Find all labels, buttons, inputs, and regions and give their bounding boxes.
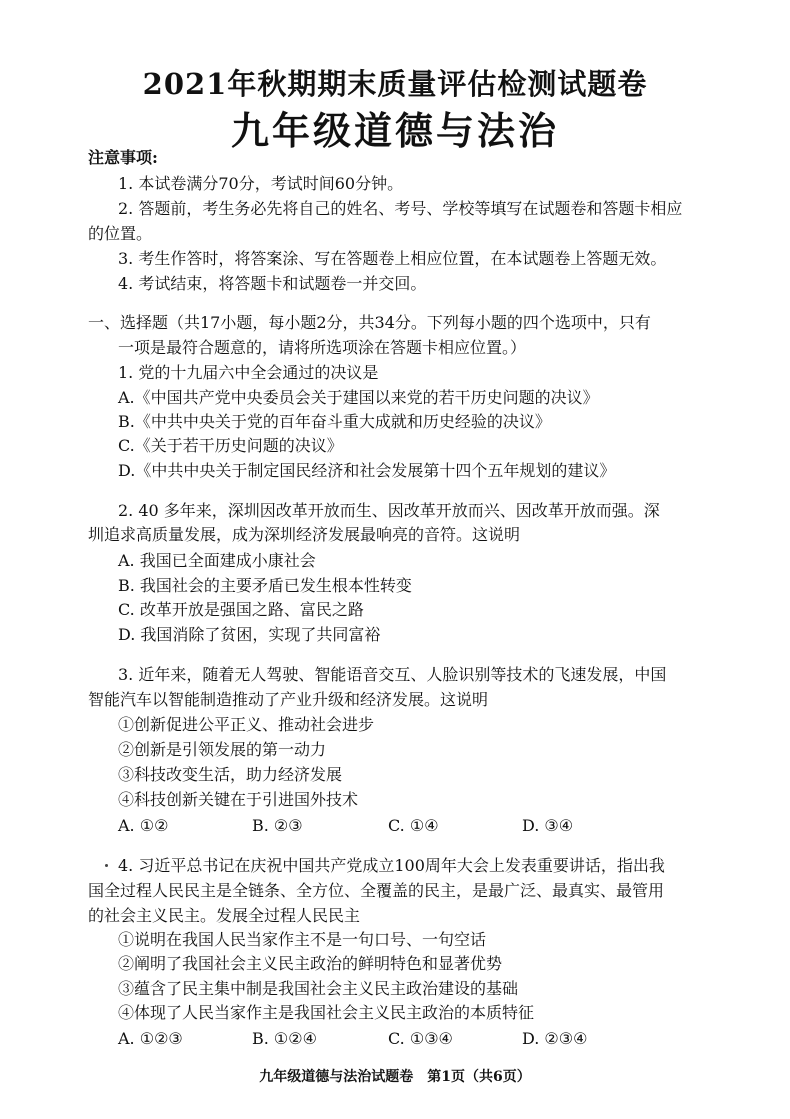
question-option: C. 改革开放是强国之路、富民之路 [118,600,364,619]
section-heading-cont: 一项是最符合题意的，请将所选项涂在答题卡相应位置。） [118,338,527,357]
question-option: B.《中共中央关于党的百年奋斗重大成就和历史经验的决议》 [118,412,551,431]
answer-choice: C. ①③④ [388,1029,453,1048]
note-item: 4. 考试结束，将答题卡和试题卷一并交回。 [118,274,427,293]
exam-subject: 九年级道德与法治 [230,108,559,153]
question-option: D. 我国消除了贫困，实现了共同富裕 [118,625,381,644]
question-statement: ③科技改变生活，助力经济发展 [118,765,343,784]
answer-choice: A. ①② [118,816,169,835]
answer-choice: C. ①④ [388,816,439,835]
answer-choice: D. ②③④ [522,1029,588,1048]
question-statement: ①说明在我国人民当家作主不是一句口号、一句空话 [118,930,487,949]
scan-speck [105,864,108,867]
question-option: C.《关于若干历史问题的决议》 [118,436,343,455]
question-stem: 4. 习近平总书记在庆祝中国共产党成立100周年大会上发表重要讲话，指出我 [118,856,665,875]
page-footer: 九年级道德与法治试题卷 第1页（共6页） [259,1069,531,1085]
exam-title: 2021年秋期期末质量评估检测试题卷 [142,67,648,101]
question-option: A. 我国已全面建成小康社会 [118,551,316,570]
note-item: 的位置。 [88,224,153,243]
answer-choice: D. ③④ [522,816,574,835]
question-stem: 1. 党的十九届六中全会通过的决议是 [118,363,379,382]
question-stem: 的社会主义民主。发展全过程人民民主 [88,906,361,925]
question-option: B. 我国社会的主要矛盾已发生根本性转变 [118,576,412,595]
note-item: 1. 本试卷满分70分，考试时间60分钟。 [118,174,404,193]
answer-choice: B. ①②④ [252,1029,317,1048]
question-stem: 2. 40 多年来，深圳因改革开放而生、因改革开放而兴、因改革开放而强。深 [118,501,660,520]
question-option: D.《中共中央关于制定国民经济和社会发展第十四个五年规划的建议》 [118,461,616,480]
question-statement: ④体现了人民当家作主是我国社会主义民主政治的本质特征 [118,1003,535,1022]
answer-choice: B. ②③ [252,816,303,835]
question-statement: ②创新是引领发展的第一动力 [118,740,327,759]
question-stem: 智能汽车以智能制造推动了产业升级和经济发展。这说明 [88,690,489,709]
note-item: 3. 考生作答时，将答案涂、写在答题卷上相应位置，在本试题卷上答题无效。 [118,249,667,268]
question-statement: ①创新促进公平正义、推动社会进步 [118,715,375,734]
section-heading: 一、选择题（共17小题，每小题2分，共34分。下列每小题的四个选项中，只有 [88,313,651,332]
question-statement: ②阐明了我国社会主义民主政治的鲜明特色和显著优势 [118,954,503,973]
question-statement: ④科技创新关键在于引进国外技术 [118,790,359,809]
question-stem: 国全过程人民民主是全链条、全方位、全覆盖的民主，是最广泛、最真实、最管用 [88,881,665,900]
answer-choice: A. ①②③ [118,1029,183,1048]
question-stem: 3. 近年来，随着无人驾驶、智能语音交互、人脸识别等技术的飞速发展，中国 [118,665,667,684]
question-option: A.《中国共产党中央委员会关于建国以来党的若干历史问题的决议》 [118,388,599,407]
note-item: 2. 答题前，考生务必先将自己的姓名、考号、学校等填写在试题卷和答题卡相应 [118,199,683,218]
notes-heading: 注意事项: [88,148,158,167]
question-statement: ③蕴含了民主集中制是我国社会主义民主政治建设的基础 [118,979,519,998]
question-stem: 圳追求高质量发展，成为深圳经济发展最响亮的音符。这说明 [88,525,521,544]
